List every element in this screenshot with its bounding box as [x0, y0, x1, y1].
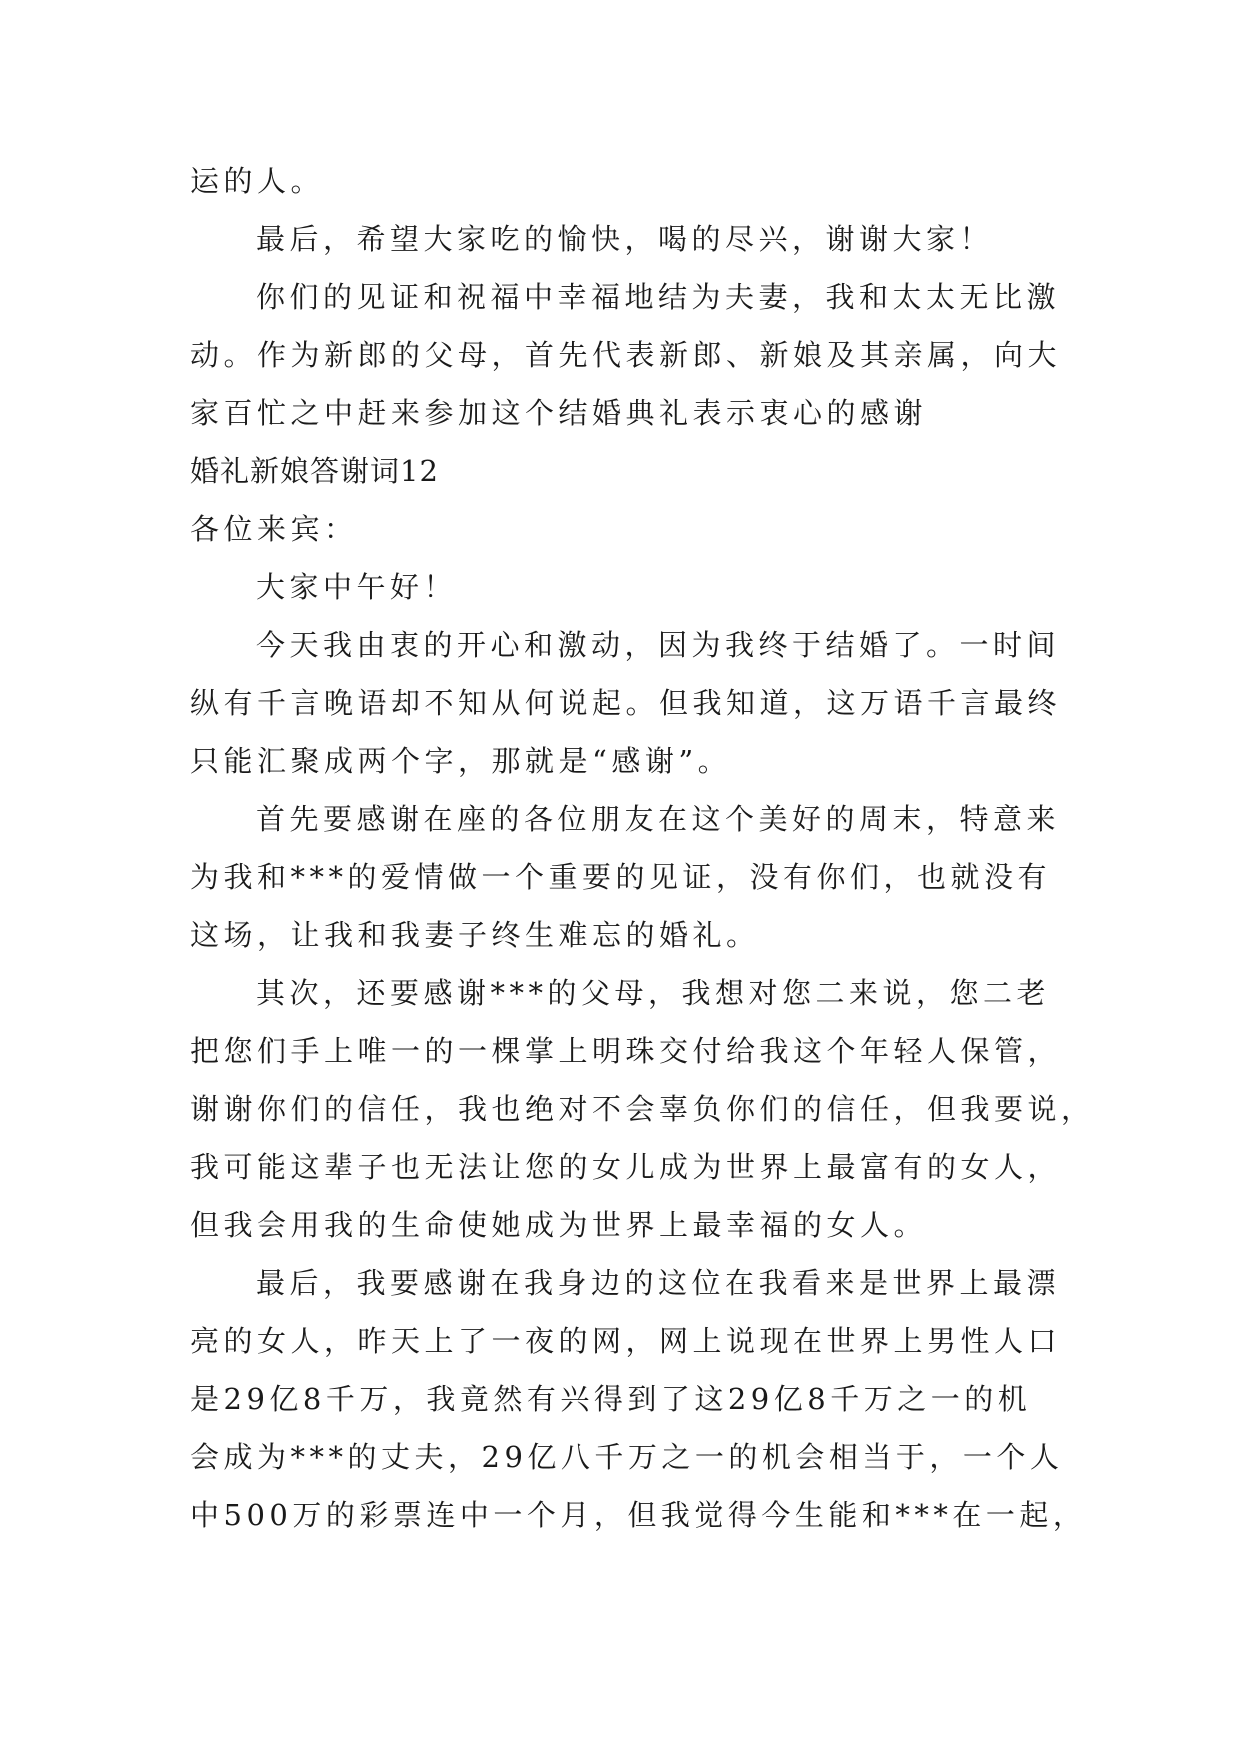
text-line: 家百忙之中赶来参加这个结婚典礼表示衷心的感谢 — [190, 396, 928, 430]
text-line: 是29亿8千万，我竟然有兴得到了这29亿8千万之一的机 — [190, 1382, 1032, 1416]
text-line: 动。作为新郎的父母，首先代表新郎、新娘及其亲属，向大 — [190, 338, 1062, 372]
text-line: 谢谢你们的信任，我也绝对不会辜负你们的信任，但我要说， — [190, 1092, 1095, 1126]
text-line: 你们的见证和祝福中幸福地结为夫妻，我和太太无比激 — [256, 280, 1061, 314]
text-line: 运的人。 — [190, 164, 325, 198]
text-line: 为我和***的爱情做一个重要的见证，没有你们，也就没有 — [190, 860, 1052, 894]
text-line: 最后，希望大家吃的愉快，喝的尽兴，谢谢大家！ — [256, 222, 994, 256]
text-line: 我可能这辈子也无法让您的女儿成为世界上最富有的女人， — [190, 1150, 1062, 1184]
document-body — [190, 152, 1095, 1544]
text-line: 但我会用我的生命使她成为世界上最幸福的女人。 — [190, 1208, 928, 1242]
text-line: 只能汇聚成两个字，那就是“感谢”。 — [190, 744, 732, 778]
text-line: 这场，让我和我妻子终生难忘的婚礼。 — [190, 918, 760, 952]
greeting: 大家中午好！ — [256, 570, 458, 604]
text-line: 首先要感谢在座的各位朋友在这个美好的周末，特意来 — [256, 802, 1061, 836]
text-line: 纵有千言晚语却不知从何说起。但我知道，这万语千言最终 — [190, 686, 1062, 720]
text-line: 中500万的彩票连中一个月，但我觉得今生能和***在一起， — [190, 1498, 1087, 1532]
text-line: 亮的女人，昨天上了一夜的网，网上说现在世界上男性人口 — [190, 1324, 1062, 1358]
text-line: 会成为***的丈夫，29亿八千万之一的机会相当于，一个人 — [190, 1440, 1064, 1474]
section-title: 婚礼新娘答谢词12 — [190, 454, 439, 488]
text-line: 今天我由衷的开心和激动，因为我终于结婚了。一时间 — [256, 628, 1061, 662]
text-line: 其次，还要感谢***的父母，我想对您二来说，您二老 — [256, 976, 1051, 1010]
text-line: 最后，我要感谢在我身边的这位在我看来是世界上最漂 — [256, 1266, 1061, 1300]
text-line: 把您们手上唯一的一棵掌上明珠交付给我这个年轻人保管， — [190, 1034, 1062, 1068]
salutation: 各位来宾： — [190, 512, 358, 546]
